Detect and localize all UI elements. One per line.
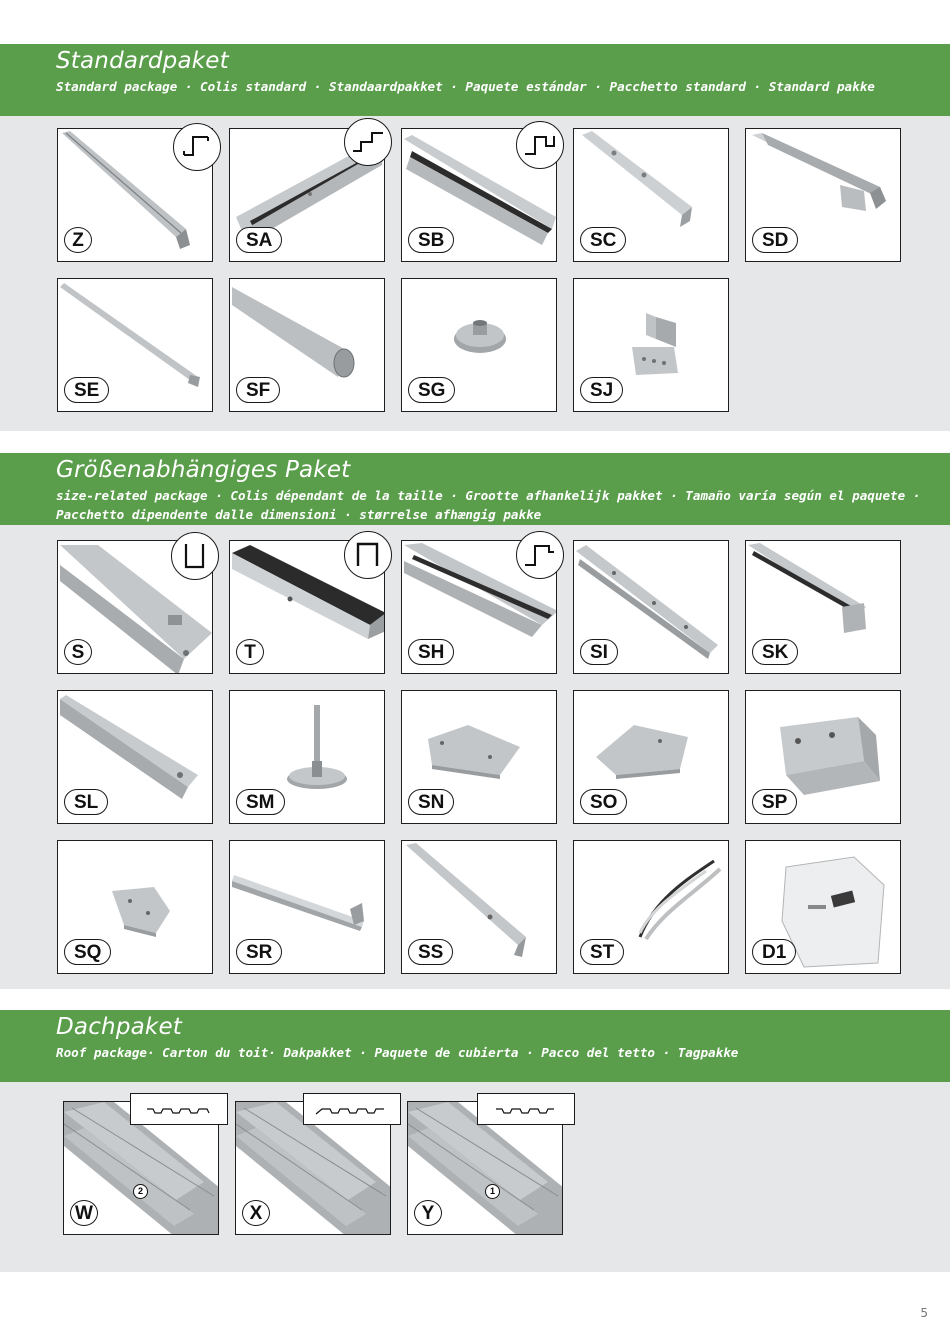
part-label: T [236,639,264,665]
sa-profile-icon [344,118,392,166]
part-card-sr [229,840,385,974]
z-profile-icon [173,123,221,171]
part-label: SF [236,377,280,403]
part-label: SA [236,227,282,253]
part-label: ST [580,939,624,965]
part-card-sk [745,540,901,674]
section-subtitle: size-related package · Colis dépendant de la taille · Grootte afhankelijk pakket · Tamaño varía según el paquete · Pacchetto dipendente dalle dimensioni · størrelse afhængig pakke [56,488,921,522]
section-subtitle: Standard package · Colis standard · Standaardpakket · Paquete estándar · Pacchetto standard · Standard pakke [56,79,875,94]
part-label: SD [752,227,798,253]
w-roof-profile-icon [130,1093,228,1125]
part-card-sp [745,690,901,824]
part-card-sn [401,690,557,824]
part-label: SI [580,639,618,665]
part-label: SP [752,789,797,815]
section-subtitle: Roof package· Carton du toit· Dakpakket · Paquete de cubierta · Pacco del tetto · Tagpakke [56,1045,739,1060]
part-card-st [573,840,729,974]
sb-profile-icon [516,121,564,169]
part-card-ss [401,840,557,974]
part-label: SK [752,639,798,665]
part-label: SM [236,789,285,815]
t-profile-icon [344,531,392,579]
part-card-sl [57,690,213,824]
sh-profile-icon [516,531,564,579]
part-label: SR [236,939,282,965]
part-card-sf [229,278,385,412]
part-label: SS [408,939,453,965]
part-card-sd [745,128,901,262]
part-label: SB [408,227,454,253]
part-label: X [242,1200,270,1226]
part-label: W [70,1200,98,1226]
x-roof-profile-icon [303,1093,401,1125]
part-card-sq [57,840,213,974]
roof-package-banner [0,1010,950,1082]
part-label: SQ [64,939,111,965]
part-label: D1 [752,939,796,965]
section-title: Größenabhängiges Paket [56,457,351,483]
part-card-sc [573,128,729,262]
corrugation-marker-1: 1 [485,1184,500,1199]
size-related-package-banner [0,453,950,525]
corrugation-marker-2: 2 [133,1184,148,1199]
part-label: SN [408,789,454,815]
standard-package-banner [0,44,950,116]
part-label: SJ [580,377,623,403]
part-card-so [573,690,729,824]
part-card-sg [401,278,557,412]
part-label: S [64,639,92,665]
part-label: SL [64,789,108,815]
part-card-sj [573,278,729,412]
page-number: 5 [920,1306,928,1320]
part-label: SO [580,789,627,815]
part-label: SC [580,227,626,253]
part-label: SH [408,639,454,665]
part-label: Z [64,227,92,253]
part-label: SE [64,377,109,403]
part-label: SG [408,377,455,403]
part-card-d1 [745,840,901,974]
s-profile-icon [171,532,219,580]
part-card-si [573,540,729,674]
section-title: Standardpaket [56,48,229,74]
part-card-sm [229,690,385,824]
section-title: Dachpaket [56,1014,183,1040]
part-label: Y [414,1200,442,1226]
y-roof-profile-icon [477,1093,575,1125]
part-card-se [57,278,213,412]
